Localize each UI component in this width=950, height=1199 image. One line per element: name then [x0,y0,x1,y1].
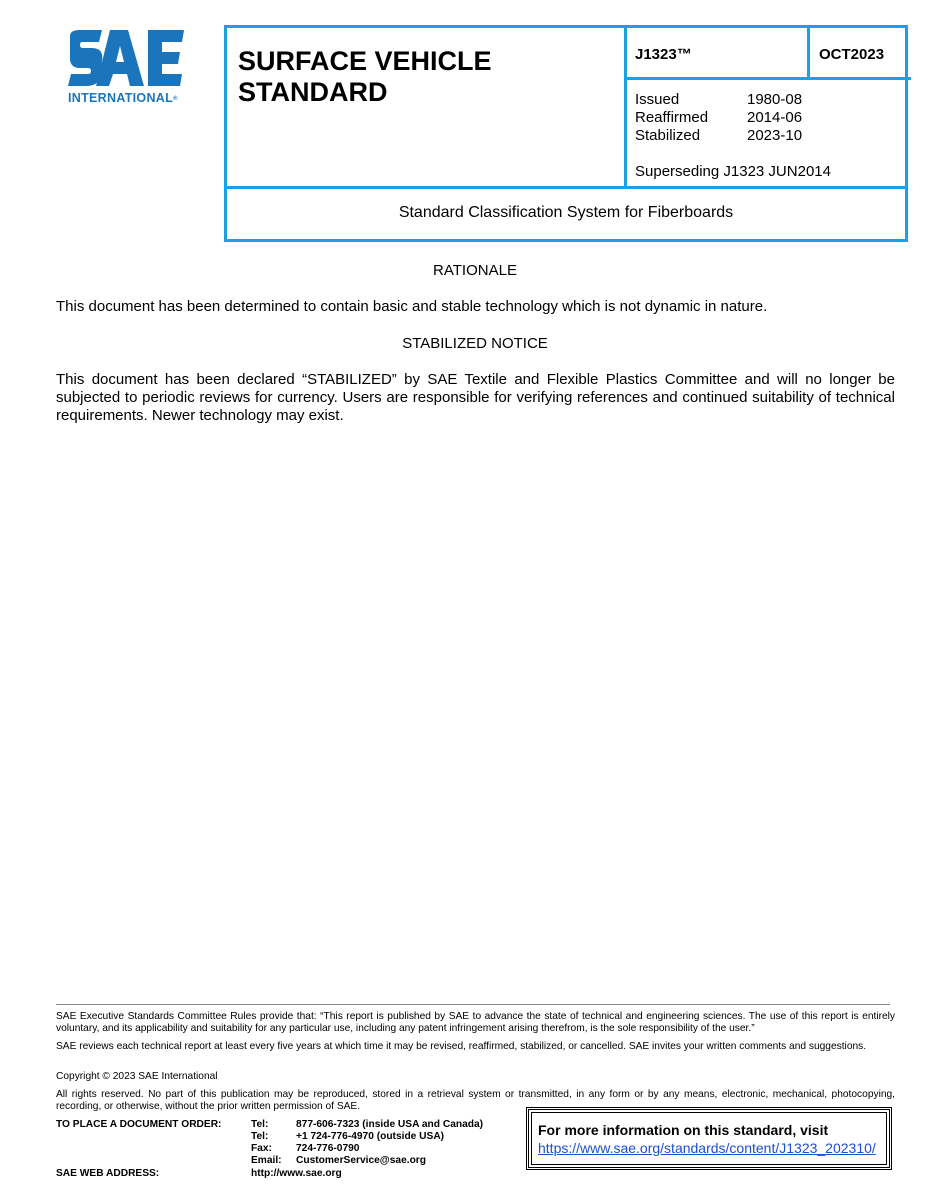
web-address-link[interactable]: http://www.sae.org [251,1168,342,1179]
superseding-note: Superseding J1323 JUN2014 [635,163,831,180]
copyright: Copyright © 2023 SAE International [56,1071,218,1082]
committee-rules-text: SAE Executive Standards Committee Rules provide that: “This report is published by SAE to advance the state of technical and engineering sciences. The use of this report is entirely voluntary, and its applicability and suitability for any particular use, including any patent infringement arising therefrom, is the sole responsibility of the user.” [56,1011,895,1034]
header-box [224,25,908,242]
rationale-heading: RATIONALE [433,262,517,279]
more-info-box [526,1107,892,1170]
contact-list [251,1119,483,1167]
issued-row: Issued 1980-08 [635,91,803,108]
stabilized-row: Stabilized 2023-10 [635,127,803,144]
order-label: TO PLACE A DOCUMENT ORDER: [56,1119,222,1130]
date-history [635,91,802,145]
stabilized-notice-heading: STABILIZED NOTICE [402,335,548,352]
stabilized-notice-text: This document has been declared “STABILIZED” by SAE Textile and Flexible Plastics Committee and will no longer be subjected to periodic reviews for currency. Users are responsible for verifying references and continued suitability of technical requirements. Newer technology may exist. [56,371,895,424]
footer-divider [56,1004,890,1005]
more-info-heading: For more information on this standard, visit [538,1122,829,1138]
rationale-text: This document has been determined to contain basic and stable technology which is not dynamic in nature. [56,298,768,315]
contact-fax: Fax: 724-776-0790 [251,1143,360,1154]
document-title: Standard Classification System for Fiberboards [398,204,734,221]
document-date: OCT2023 [819,46,885,63]
reaffirmed-row: Reaffirmed 2014-06 [635,109,803,126]
logo-wordmark: INTERNATIONAL® [68,91,178,105]
contact-email: Email: CustomerService@sae.org [251,1155,426,1166]
contact-tel-domestic: Tel: 877-606-7323 (inside USA and Canada) [251,1119,484,1130]
rights-text: All rights reserved. No part of this publication may be reproduced, stored in a retrieval system or transmitted, in any form or by any means, electronic, mechanical, photocopying, recording, or otherwise, without the prior written permission of SAE. [56,1089,895,1112]
document-number: J1323™ [635,46,692,63]
document-type: SURFACE VEHICLE STANDARD [238,46,492,107]
web-address-label: SAE WEB ADDRESS: [56,1168,160,1179]
review-text: SAE reviews each technical report at least every five years at which time it may be revised, reaffirmed, stabilized, or cancelled. SAE invites your written comments and suggestions. [56,1041,867,1052]
contact-tel-international: Tel: +1 724-776-4970 (outside USA) [251,1131,445,1142]
standard-url-link[interactable]: https://www.sae.org/standards/content/J1323_202310/ [538,1140,876,1156]
